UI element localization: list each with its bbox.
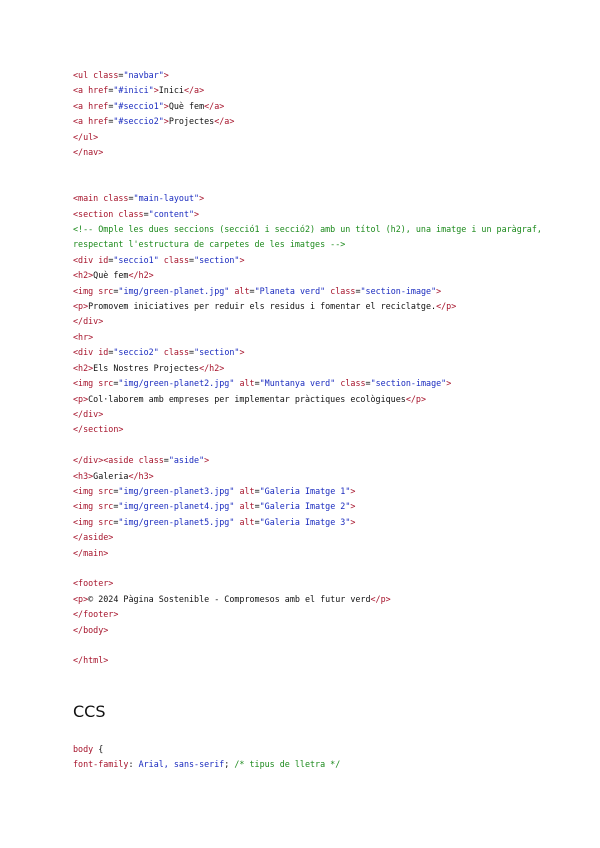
code-token-tag: <img bbox=[73, 501, 99, 512]
code-token-tag: </div> bbox=[73, 408, 104, 419]
code-token-val: "section" bbox=[194, 347, 240, 358]
code-line bbox=[73, 191, 543, 206]
code-token-tag: > bbox=[163, 116, 169, 127]
code-token-attr: src bbox=[98, 516, 114, 527]
code-token-txt: = bbox=[108, 254, 114, 265]
code-token-tag: <footer> bbox=[73, 578, 114, 589]
code-token-val: "#seccio2" bbox=[113, 116, 164, 127]
code-token-txt: Galeria bbox=[93, 470, 129, 481]
code-token-val: "aside" bbox=[168, 455, 205, 466]
code-token-attr: id bbox=[98, 254, 109, 265]
code-line bbox=[73, 453, 543, 468]
code-token-txt: = bbox=[128, 193, 134, 204]
code-token-txt: Projectes bbox=[168, 116, 215, 127]
code-line bbox=[73, 484, 543, 499]
code-token-val: "#inici" bbox=[113, 85, 154, 96]
code-token-attr: class bbox=[103, 193, 129, 204]
code-token-tag: > bbox=[163, 70, 169, 80]
html-code-block bbox=[73, 68, 543, 669]
code-line bbox=[73, 361, 543, 376]
code-line bbox=[73, 576, 543, 591]
code-token-tag: </ul> bbox=[73, 131, 99, 142]
code-line bbox=[73, 515, 543, 530]
code-token-tag: <h2> bbox=[73, 362, 94, 373]
code-token-tag: </a> bbox=[204, 100, 225, 111]
code-line bbox=[73, 623, 543, 638]
code-token-tag: <h3> bbox=[73, 470, 94, 481]
code-token-val: "img/green-planet2.jpg" bbox=[118, 378, 235, 389]
code-line bbox=[73, 207, 543, 222]
code-token-val: "section-image" bbox=[370, 378, 447, 389]
code-token-tag: > bbox=[199, 193, 205, 204]
code-token-tag: > bbox=[239, 254, 245, 265]
code-token-attr: class bbox=[138, 455, 164, 466]
code-line bbox=[73, 253, 543, 268]
code-token-val: "seccio1" bbox=[113, 254, 159, 265]
code-token-txt: Col·laborem amb empreses per implementar pràctiques ecològiques bbox=[88, 393, 406, 404]
code-token-tag: </nav> bbox=[73, 147, 104, 158]
code-token-attr: alt bbox=[239, 516, 255, 527]
code-token-val: "seccio2" bbox=[113, 347, 159, 358]
code-token-tag: <a bbox=[73, 85, 89, 96]
blank-line bbox=[73, 160, 543, 191]
code-token-tag: <ul bbox=[73, 70, 94, 80]
code-token-attr: class bbox=[163, 347, 190, 358]
code-token-txt: = bbox=[113, 516, 119, 527]
code-token-attr: src bbox=[98, 485, 114, 496]
code-token-txt: { bbox=[98, 744, 104, 754]
code-token-attr: href bbox=[88, 116, 109, 127]
code-token-tag: <a bbox=[73, 116, 89, 127]
code-token-tag: <a bbox=[73, 100, 89, 111]
code-token-txt: = bbox=[355, 285, 361, 296]
code-token-val: "main-layout" bbox=[133, 193, 200, 204]
code-token-tag: </h2> bbox=[128, 270, 154, 281]
code-token-attr: src bbox=[98, 285, 114, 296]
code-token-txt: Inici bbox=[158, 85, 184, 96]
code-token-tag: <main bbox=[73, 193, 104, 204]
code-token-tag: </p> bbox=[370, 593, 391, 604]
code-token-tag: </body> bbox=[73, 624, 109, 635]
code-line bbox=[73, 299, 543, 314]
code-token-txt: = bbox=[113, 378, 119, 389]
code-token-tag: </div> bbox=[73, 316, 104, 327]
code-token-txt: = bbox=[108, 85, 114, 96]
blank-line bbox=[73, 438, 543, 453]
code-token-tag: </h3> bbox=[128, 470, 154, 481]
code-token-txt: = bbox=[108, 347, 114, 358]
code-token-tag: </section> bbox=[73, 424, 124, 435]
code-token-tag: </footer> bbox=[73, 609, 119, 620]
code-line bbox=[73, 653, 543, 668]
code-token-tag: </div><aside bbox=[73, 455, 139, 466]
code-token-txt: = bbox=[254, 501, 260, 512]
code-token-tag: <div bbox=[73, 254, 99, 265]
code-line bbox=[73, 314, 543, 329]
code-token-tag: </h2> bbox=[199, 362, 225, 373]
code-token-val: "#seccio1" bbox=[113, 100, 164, 111]
code-token-attr: alt bbox=[239, 501, 255, 512]
code-token-tag: > bbox=[446, 378, 452, 389]
code-token-val: "img/green-planet3.jpg" bbox=[118, 485, 235, 496]
blank-line bbox=[73, 561, 543, 576]
code-token-tag: <img bbox=[73, 378, 99, 389]
code-line bbox=[73, 99, 543, 114]
code-token-attr: class bbox=[93, 70, 119, 80]
code-token-txt: : bbox=[128, 759, 139, 770]
code-token-cmt: /* tipus de lletra */ bbox=[234, 759, 341, 770]
code-token-tag: <img bbox=[73, 485, 99, 496]
code-line bbox=[73, 83, 543, 98]
code-token-txt: = bbox=[113, 285, 119, 296]
code-line bbox=[73, 742, 340, 757]
code-token-txt: = bbox=[118, 70, 124, 80]
code-token-txt: = bbox=[365, 378, 371, 389]
code-token-txt: = bbox=[113, 485, 119, 496]
code-token-val: "content" bbox=[148, 208, 195, 219]
code-token-attr: src bbox=[98, 378, 114, 389]
code-token-attr: alt bbox=[234, 285, 250, 296]
code-token-tag: <img bbox=[73, 285, 99, 296]
code-line bbox=[73, 68, 543, 83]
code-line bbox=[73, 130, 543, 145]
code-line bbox=[73, 268, 543, 283]
css-code-block bbox=[73, 742, 340, 773]
code-token-txt: = bbox=[254, 485, 260, 496]
code-token-tag: > bbox=[350, 501, 356, 512]
code-token-tag: </aside> bbox=[73, 532, 114, 543]
code-token-txt: = bbox=[143, 208, 149, 219]
code-token-attr: href bbox=[88, 85, 109, 96]
code-token-txt: ; bbox=[224, 759, 235, 770]
code-token-val: "Galeria Imatge 3" bbox=[259, 516, 351, 527]
code-token-val: "section" bbox=[194, 254, 240, 265]
code-token-txt: = bbox=[113, 501, 119, 512]
code-line bbox=[73, 546, 543, 561]
code-token-attr: href bbox=[88, 100, 109, 111]
code-token-tag: </main> bbox=[73, 547, 109, 558]
code-line bbox=[73, 114, 543, 129]
code-token-attr: class bbox=[163, 254, 190, 265]
code-token-tag: <div bbox=[73, 347, 99, 358]
code-token-val: "section-image" bbox=[360, 285, 437, 296]
code-token-tag: > bbox=[350, 516, 356, 527]
code-token-txt: = bbox=[108, 100, 114, 111]
section-heading: CCS bbox=[73, 702, 106, 721]
code-token-tag: body bbox=[73, 744, 99, 754]
code-token-tag: <hr> bbox=[73, 331, 94, 342]
code-token-tag: </html> bbox=[73, 655, 109, 666]
code-token-attr: class bbox=[118, 208, 144, 219]
code-token-tag: <section bbox=[73, 208, 119, 219]
code-token-txt: = bbox=[189, 347, 195, 358]
code-token-tag: > bbox=[163, 100, 169, 111]
code-token-tag: > bbox=[153, 85, 159, 96]
code-line bbox=[73, 469, 543, 484]
code-token-cmt: <!-- Omple les dues seccions (secció1 i secció2) amb un títol (h2), una imatge i un paràgraf, respectant l'estructura de carpetes de les imatges --> bbox=[73, 224, 542, 250]
code-line bbox=[73, 407, 543, 422]
code-token-tag: <p> bbox=[73, 593, 89, 604]
code-token-txt: Els Nostres Projectes bbox=[93, 362, 200, 373]
code-line bbox=[73, 376, 543, 391]
code-token-tag: </p> bbox=[405, 393, 426, 404]
code-line bbox=[73, 145, 543, 160]
code-token-txt: = bbox=[108, 116, 114, 127]
code-token-val: "Galeria Imatge 2" bbox=[259, 501, 351, 512]
code-token-txt: = bbox=[249, 285, 255, 296]
code-line bbox=[73, 530, 543, 545]
code-token-txt: = bbox=[163, 455, 169, 466]
code-token-tag: > bbox=[436, 285, 442, 296]
code-token-txt: = bbox=[189, 254, 195, 265]
code-line bbox=[73, 392, 543, 407]
code-token-txt: Què fem bbox=[93, 270, 129, 281]
code-token-val: "img/green-planet.jpg" bbox=[118, 285, 230, 296]
code-line bbox=[73, 607, 543, 622]
blank-line bbox=[73, 638, 543, 653]
code-token-attr: class bbox=[330, 285, 356, 296]
code-line bbox=[73, 330, 543, 345]
code-token-attr: alt bbox=[239, 485, 255, 496]
code-token-val: "navbar" bbox=[123, 70, 164, 80]
code-token-tag: <h2> bbox=[73, 270, 94, 281]
code-token-val: "img/green-planet5.jpg" bbox=[118, 516, 235, 527]
code-line bbox=[73, 422, 543, 437]
code-line bbox=[73, 592, 543, 607]
code-token-val: "Galeria Imatge 1" bbox=[259, 485, 351, 496]
code-token-attr: src bbox=[98, 501, 114, 512]
code-token-val: "Planeta verd" bbox=[254, 285, 326, 296]
code-token-tag: > bbox=[194, 208, 200, 219]
code-token-txt: = bbox=[254, 378, 260, 389]
code-token-tag: > bbox=[239, 347, 245, 358]
code-line bbox=[73, 499, 543, 514]
code-line bbox=[73, 345, 543, 360]
code-token-tag: > bbox=[350, 485, 356, 496]
code-token-tag: <p> bbox=[73, 301, 89, 312]
code-token-val: Arial, sans-serif bbox=[138, 759, 225, 770]
code-token-txt: Què fem bbox=[168, 100, 205, 111]
code-token-tag: <p> bbox=[73, 393, 89, 404]
code-token-tag: > bbox=[204, 455, 210, 466]
code-token-tag: </a> bbox=[214, 116, 235, 127]
code-line bbox=[73, 284, 543, 299]
code-token-txt: © 2024 Pàgina Sostenible - Compromesos amb el futur verd bbox=[88, 593, 371, 604]
code-token-tag: </a> bbox=[183, 85, 205, 96]
code-token-txt: Promovem iniciatives per reduir els residus i fomentar el reciclatge. bbox=[88, 301, 437, 312]
code-token-val: "Muntanya verd" bbox=[259, 378, 336, 389]
code-token-tag: <img bbox=[73, 516, 99, 527]
code-token-tag: </p> bbox=[436, 301, 457, 312]
code-line bbox=[73, 757, 340, 772]
code-token-attr: class bbox=[340, 378, 366, 389]
code-line bbox=[73, 222, 543, 253]
code-token-txt: = bbox=[254, 516, 260, 527]
code-token-tag: font-family bbox=[73, 759, 129, 770]
code-token-attr: alt bbox=[239, 378, 255, 389]
code-token-val: "img/green-planet4.jpg" bbox=[118, 501, 235, 512]
code-token-attr: id bbox=[98, 347, 109, 358]
